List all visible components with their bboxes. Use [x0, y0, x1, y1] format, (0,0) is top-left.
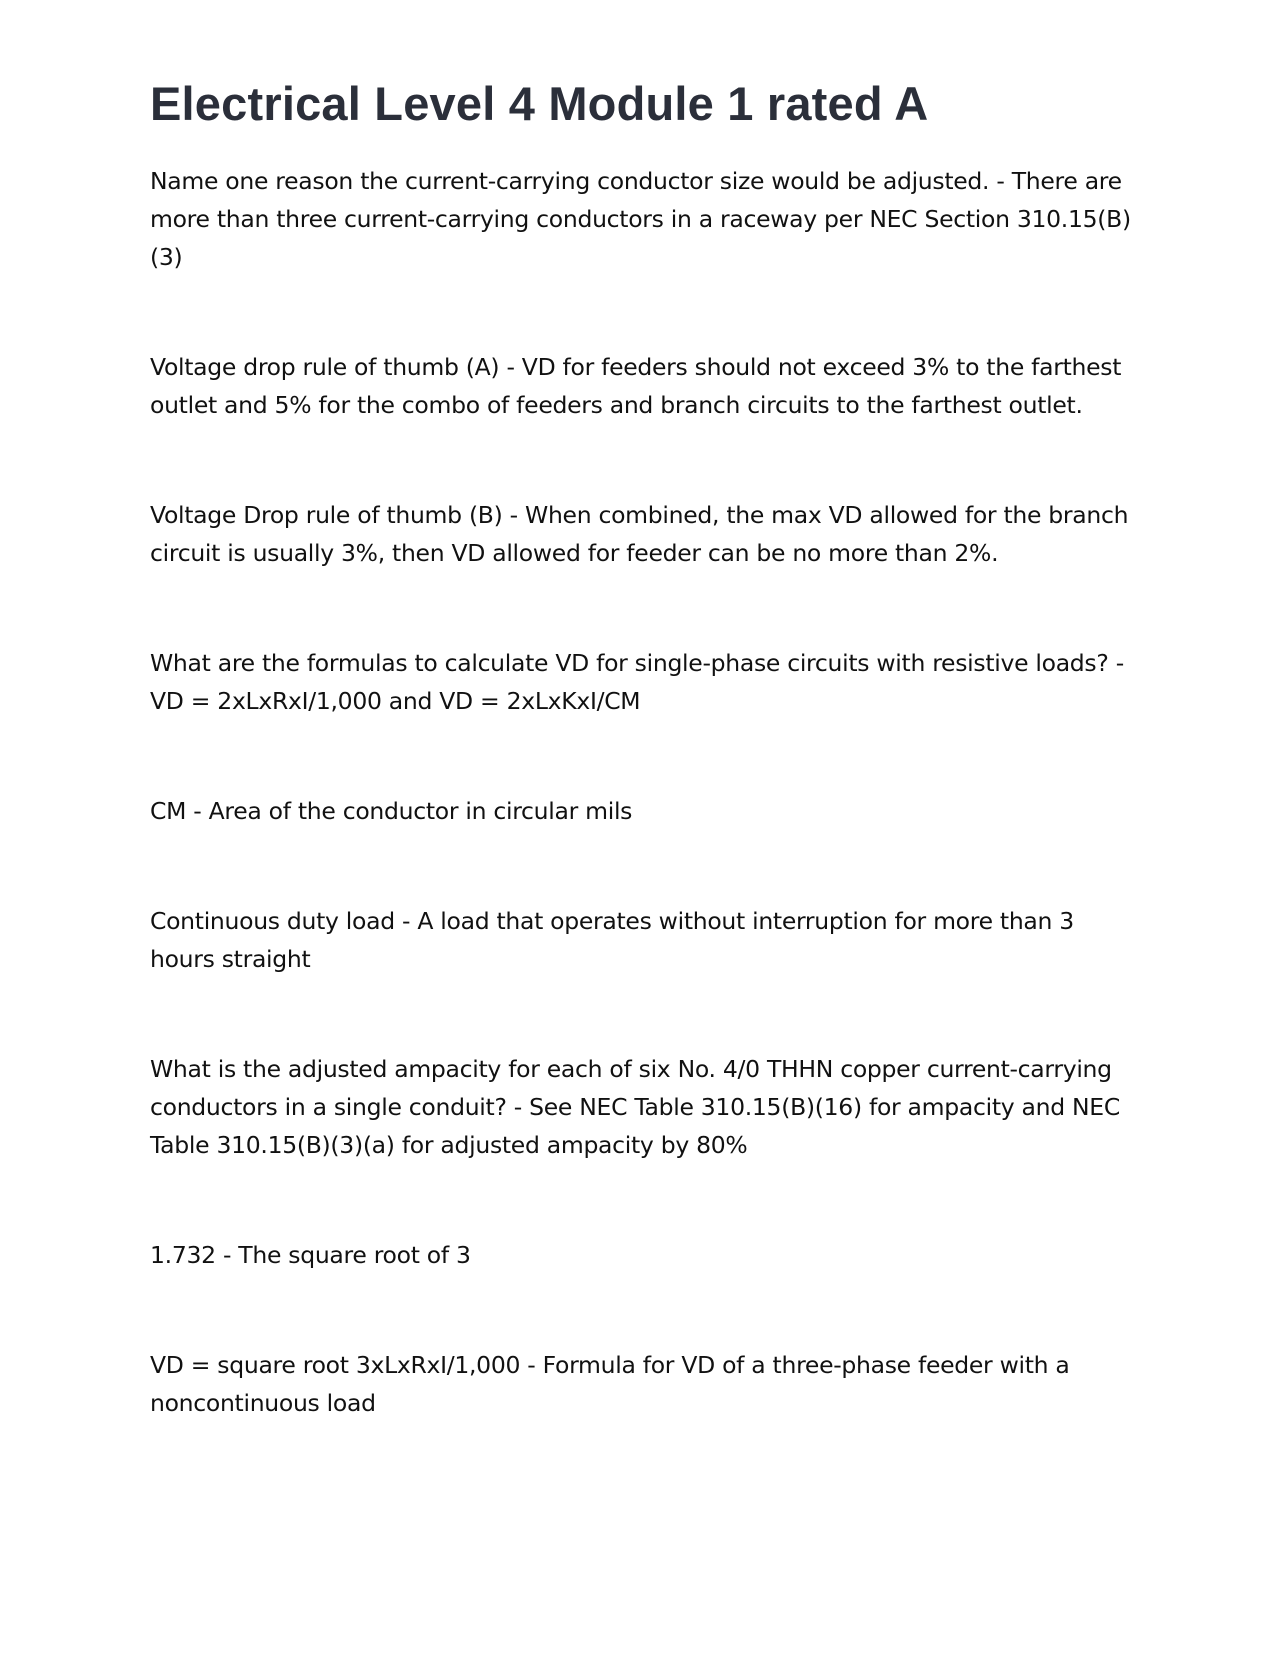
flashcard-entry: What is the adjusted ampacity for each of six No. 4/0 THHN copper current-carrying conductors in a single conduit? - See NEC Table 310.15(B)(16) for ampacity and NEC Table 310.15(B)(3)(a) for adjusted ampacity by 80% — [150, 1055, 1120, 1159]
flashcard-list — [150, 162, 1140, 1422]
flashcard-entry: Name one reason the current-carrying conductor size would be adjusted. - There are more than three current-carrying conductors in a raceway per NEC Section 310.15(B)(3) — [150, 167, 1131, 271]
flashcard-entry: 1.732 - The square root of 3 — [150, 1241, 471, 1269]
flashcard-entry: What are the formulas to calculate VD for single-phase circuits with resistive loads? - VD = 2xLxRxI/1,000 and VD = 2xLxKxI/CM — [150, 649, 1124, 715]
flashcard-entry: Continuous duty load - A load that operates without interruption for more than 3 hours straight — [150, 907, 1074, 973]
flashcard-entry: Voltage drop rule of thumb (A) - VD for feeders should not exceed 3% to the farthest outlet and 5% for the combo of feeders and branch circuits to the farthest outlet. — [150, 353, 1122, 419]
document-page — [150, 72, 1140, 1494]
document-title: Electrical Level 4 Module 1 rated A — [150, 77, 929, 130]
flashcard-entry: CM - Area of the conductor in circular mils — [150, 797, 633, 825]
flashcard-entry: VD = square root 3xLxRxI/1,000 - Formula for VD of a three-phase feeder with a noncontinuous load — [150, 1351, 1070, 1417]
flashcard-entry: Voltage Drop rule of thumb (B) - When combined, the max VD allowed for the branch circuit is usually 3%, then VD allowed for feeder can be no more than 2%. — [150, 501, 1129, 567]
